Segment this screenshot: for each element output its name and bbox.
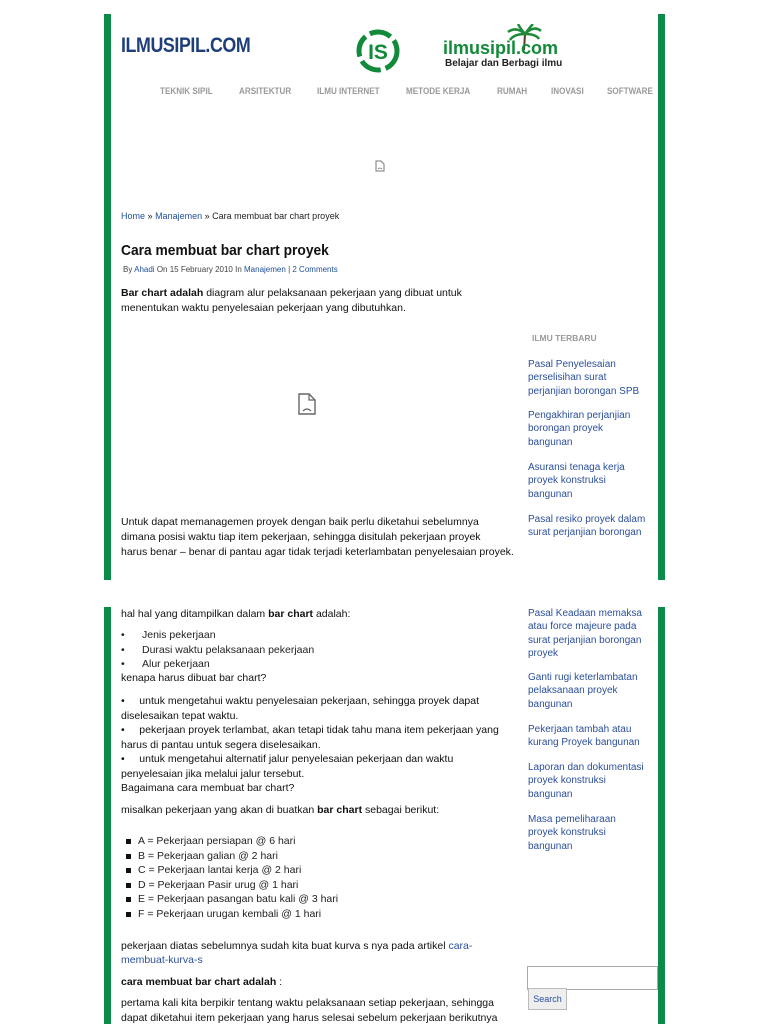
last-line2: dapat diketahui item pekerjaan yang harus selesai sebelum pekerjaan berikutnya [121, 1011, 498, 1024]
breadcrumb [121, 211, 339, 221]
sidebar-link-4[interactable]: Pasal resiko proyek dalam surat perjanjian borongan [528, 514, 646, 539]
list-item: E = Pekerjaan pasangan batu kali @ 3 hari [126, 892, 338, 907]
post-title[interactable]: Cara membuat bar chart proyek [121, 242, 329, 259]
breadcrumb-sep: » [204, 211, 210, 221]
kurva-s-link-cont[interactable]: membuat-kurva-s [121, 954, 203, 966]
shown-items-list [121, 628, 314, 672]
sidebar-link-1[interactable]: Pasal Penyelesaian perselisihan surat perjanjian borongan SPB [528, 359, 640, 397]
sidebar-link-6[interactable]: Ganti rugi keterlambatan pelaksanaan proyek bangunan [528, 672, 638, 710]
para2-line2: dimana posisi waktu tiap item pekerjaan, sehingga disitulah pekerjaan proyek [121, 531, 481, 543]
frame-left-bottom [104, 607, 111, 1024]
management-paragraph [121, 515, 514, 560]
why-3b: penyelesaian jika melalui jalur tersebut. [121, 767, 305, 780]
breadcrumb-home[interactable]: Home [121, 211, 146, 221]
sidebar-link-7[interactable]: Pekerjaan tambah atau kurang Proyek bangunan [528, 724, 640, 749]
post-comments-link[interactable]: 2 Comments [292, 265, 338, 274]
list-item: • Jenis pekerjaan [121, 628, 314, 643]
list-item: D = Pekerjaan Pasir urug @ 1 hari [126, 878, 338, 893]
shown-items-intro [121, 607, 350, 622]
kurva-pre: pekerjaan diatas sebelumnya sudah kita buat kurva s nya pada artikel [121, 940, 449, 952]
list-item: • Alur pekerjaan [121, 657, 314, 672]
meta-date: On 15 February 2010 In [156, 265, 242, 274]
why-3a: untuk mengetahui alternatif jalur penyelesaian pekerjaan dan waktu [139, 753, 454, 765]
breadcrumb-sep: » [147, 211, 153, 221]
post-meta [123, 265, 338, 274]
list-item: • Durasi waktu pelaksanaan pekerjaan [121, 643, 314, 658]
nav-inovasi[interactable]: INOVASI [550, 86, 584, 96]
post-author-link[interactable]: Ahadi [134, 265, 155, 274]
post-category-link[interactable]: Manajemen [244, 265, 286, 274]
broken-image-icon [375, 160, 385, 172]
meta-by: By [123, 265, 133, 274]
nav-arsitektur[interactable]: ARSITEKTUR [238, 86, 291, 96]
nav-metode-kerja[interactable]: METODE KERJA [406, 86, 471, 96]
why-2b: harus di pantau untuk segera diselesaikan. [121, 738, 321, 751]
list-item: A = Pekerjaan persiapan @ 6 hari [126, 834, 338, 849]
intro-bold: Bar chart adalah [121, 287, 204, 299]
frame-left-top [104, 14, 111, 580]
para2-line3: harus benar – benar di pantau agar tidak terjadi keterlambatan penyelesaian proyek. [121, 546, 514, 558]
nav-teknik-sipil[interactable]: TEKNIK SIPIL [160, 86, 213, 96]
shown-pre: hal hal yang ditampilkan dalam [121, 608, 269, 620]
how-question: Bagaimana cara membuat bar chart? [121, 782, 295, 794]
list-item: B = Pekerjaan galian @ 2 hari [126, 849, 338, 864]
bullet: • [121, 695, 140, 707]
sidebar-heading: ILMU TERBARU [532, 333, 597, 343]
example-post: sebagai berikut: [362, 804, 440, 816]
sidebar-link-9[interactable]: Masa pemeliharaan proyek konstruksi bangunan [528, 814, 616, 852]
search-input[interactable] [527, 966, 658, 990]
last-line1: pertama kali kita berpikir tentang waktu pelaksanaan setiap pekerjaan, sehingga [121, 997, 494, 1009]
bullet: • [121, 724, 140, 736]
intro-line1: diagram alur pelaksanaan pekerjaan yang dibuat untuk [203, 287, 462, 299]
example-intro [121, 803, 439, 818]
nav-software[interactable]: SOFTWARE [607, 86, 654, 96]
how-post: : [276, 976, 283, 988]
kurva-paragraph [121, 939, 472, 967]
breadcrumb-current: Cara membuat bar chart proyek [212, 211, 340, 221]
shown-bold: bar chart [268, 608, 314, 620]
why-reasons [121, 694, 499, 796]
nav-ilmu-internet[interactable]: ILMU INTERNET [316, 86, 380, 96]
sidebar-link-8[interactable]: Laporan dan dokumentasi proyek konstruksi bangunan [528, 762, 644, 800]
sidebar-link-3[interactable]: Asuransi tenaga kerja proyek konstruksi bangunan [528, 462, 625, 500]
sidebar-link-2[interactable]: Pengakhiran perjanjian borongan proyek bangunan [528, 410, 631, 448]
frame-right-bottom [658, 607, 665, 1024]
list-item: F = Pekerjaan urugan kembali @ 1 hari [126, 907, 338, 922]
broken-image-icon [297, 392, 317, 416]
how-bold: cara membuat bar chart adalah [121, 976, 277, 988]
meta-sep: | [288, 265, 291, 274]
intro-paragraph [121, 286, 462, 316]
para2-line1: Untuk dapat memanagemen proyek dengan baik perlu diketahui sebelumnya [121, 516, 479, 528]
last-paragraph [121, 996, 497, 1025]
intro-line2: menentukan waktu penyelesaian pekerjaan yang dibutuhkan. [121, 302, 406, 314]
list-item: C = Pekerjaan lantai kerja @ 2 hari [126, 863, 338, 878]
main-nav [160, 86, 678, 96]
logo-mark: IS [368, 41, 388, 64]
sidebar-link-5[interactable]: Pasal Keadaan memaksa atau force majeure pada surat perjanjian borongan proyek [528, 608, 642, 659]
logo-tagline: Belajar dan Berbagi ilmu [445, 58, 563, 69]
search-button[interactable]: Search [528, 988, 567, 1010]
nav-rumah[interactable]: RUMAH [497, 86, 528, 96]
jobs-list [126, 834, 338, 922]
breadcrumb-category[interactable]: Manajemen [155, 211, 203, 221]
shown-post: adalah: [313, 608, 351, 620]
bullet: • [121, 753, 140, 765]
why-1b: diselesaikan tepat waktu. [121, 709, 239, 722]
frame-right-top [658, 14, 665, 580]
kurva-s-link[interactable]: cara- [448, 940, 473, 952]
site-logo-icon[interactable] [355, 28, 401, 74]
why-question: kenapa harus dibuat bar chart? [121, 672, 267, 684]
why-1a: untuk mengetahui waktu penyelesaian pekerjaan, sehingga proyek dapat [139, 695, 480, 707]
why-2a: pekerjaan proyek terlambat, akan tetapi tidak tahu mana item pekerjaan yang [139, 724, 499, 736]
example-pre: misalkan pekerjaan yang akan di buatkan [121, 804, 318, 816]
site-title[interactable]: ILMUSIPIL.COM [121, 34, 251, 57]
logo-name[interactable]: ilmusipil.com [443, 38, 559, 58]
example-bold: bar chart [317, 804, 363, 816]
how-heading [121, 975, 282, 990]
